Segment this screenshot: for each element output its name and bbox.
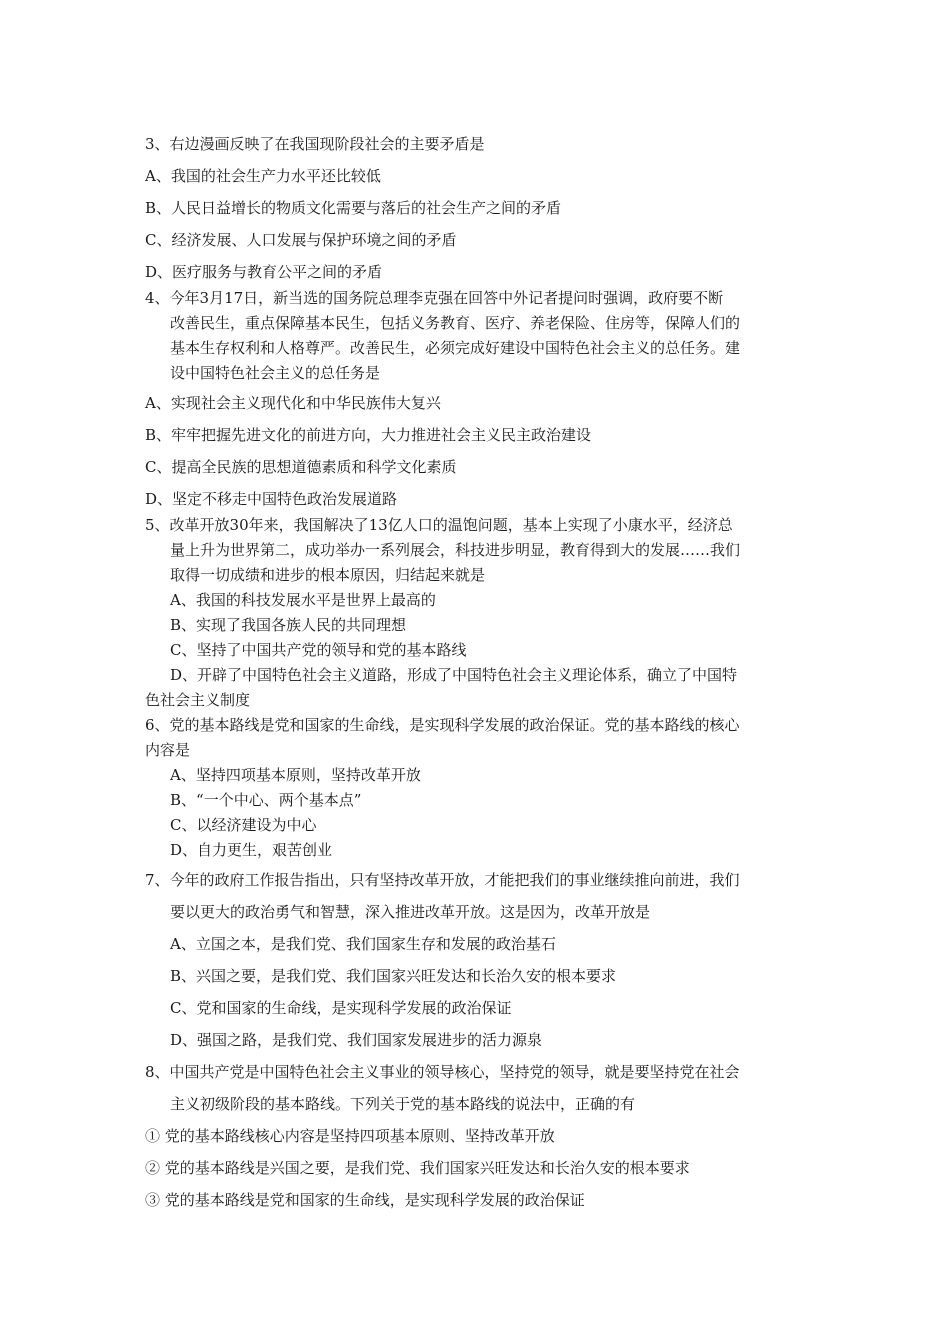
question-4-stem-line-2: 改善民生，重点保障基本民生，包括义务教育、医疗、养老保险、住房等，保障人们的 <box>170 314 741 332</box>
question-4-stem-line-3: 基本生存权利和人格尊严。改善民生，必须完成好建设中国特色社会主义的总任务。建 <box>170 339 741 357</box>
question-7-option-a: A、立国之本，是我们党、我们国家生存和发展的政治基石 <box>170 935 556 953</box>
question-5-option-b: B、实现了我国各族人民的共同理想 <box>170 616 407 634</box>
question-6-stem-line-2: 内容是 <box>145 741 191 759</box>
question-5-stem-line-2: 量上升为世界第二，成功举办一系列展会，科技进步明显，教育得到大的发展……我们 <box>170 541 741 559</box>
question-3-option-b: B、人民日益增长的物质文化需要与落后的社会生产之间的矛盾 <box>145 199 562 217</box>
question-6-option-d: D、自力更生，艰苦创业 <box>170 841 333 859</box>
question-7-option-c: C、党和国家的生命线，是实现科学发展的政治保证 <box>170 999 512 1017</box>
question-7-option-b: B、兴国之要，是我们党、我们国家兴旺发达和长治久安的根本要求 <box>170 967 617 985</box>
question-8-statement-3: ③ 党的基本路线是党和国家的生命线，是实现科学发展的政治保证 <box>145 1191 585 1209</box>
question-8-statement-1: ① 党的基本路线核心内容是坚持四项基本原则、坚持改革开放 <box>145 1127 555 1145</box>
question-7-option-d: D、强国之路，是我们党、我们国家发展进步的活力源泉 <box>170 1031 543 1049</box>
question-5-option-d-line-2: 色社会主义制度 <box>145 691 251 709</box>
question-5-option-d-line-1: D、开辟了中国特色社会主义道路，形成了中国特色社会主义理论体系，确立了中国特 <box>170 666 738 684</box>
question-5-stem-line-1: 5、改革开放30年来，我国解决了13亿人口的温饱问题，基本上实现了小康水平，经济总 <box>145 516 733 534</box>
question-7-stem-line-1: 7、今年的政府工作报告指出，只有坚持改革开放，才能把我们的事业继续推向前进，我们 <box>145 871 740 889</box>
question-3-option-d: D、医疗服务与教育公平之间的矛盾 <box>145 263 383 281</box>
question-5-stem-line-3: 取得一切成绩和进步的根本原因，归结起来就是 <box>170 566 486 584</box>
question-8-statement-2: ② 党的基本路线是兴国之要，是我们党、我们国家兴旺发达和长治久安的根本要求 <box>145 1159 690 1177</box>
question-5-option-c: C、坚持了中国共产党的领导和党的基本路线 <box>170 641 467 659</box>
question-3-stem: 3、右边漫画反映了在我国现阶段社会的主要矛盾是 <box>145 135 485 153</box>
question-5-option-a: A、我国的科技发展水平是世界上最高的 <box>170 591 436 609</box>
question-6-option-c: C、以经济建设为中心 <box>170 816 317 834</box>
question-4-option-b: B、牢牢把握先进文化的前进方向，大力推进社会主义民主政治建设 <box>145 426 592 444</box>
question-6-option-b: B、“一个中心、两个基本点” <box>170 791 362 809</box>
question-4-stem-line-1: 4、今年3月17日，新当选的国务院总理李克强在回答中外记者提问时强调，政府要不断 <box>145 289 724 307</box>
question-8-stem-line-1: 8、中国共产党是中国特色社会主义事业的领导核心，坚持党的领导，就是要坚持党在社会 <box>145 1063 740 1081</box>
question-4-option-c: C、提高全民族的思想道德素质和科学文化素质 <box>145 458 457 476</box>
question-4-option-a: A、实现社会主义现代化和中华民族伟大复兴 <box>145 394 441 412</box>
question-4-option-d: D、坚定不移走中国特色政治发展道路 <box>145 490 398 508</box>
question-6-option-a: A、坚持四项基本原则，坚持改革开放 <box>170 766 421 784</box>
question-4-stem-line-4: 设中国特色社会主义的总任务是 <box>170 364 381 382</box>
question-8-stem-line-2: 主义初级阶段的基本路线。下列关于党的基本路线的说法中，正确的有 <box>170 1095 636 1113</box>
question-6-stem-line-1: 6、党的基本路线是党和国家的生命线，是实现科学发展的政治保证。党的基本路线的核心 <box>145 716 740 734</box>
question-3-option-a: A、我国的社会生产力水平还比较低 <box>145 167 381 185</box>
question-3-option-c: C、经济发展、人口发展与保护环境之间的矛盾 <box>145 231 457 249</box>
question-7-stem-line-2: 要以更大的政治勇气和智慧，深入推进改革开放。这是因为，改革开放是 <box>170 903 651 921</box>
